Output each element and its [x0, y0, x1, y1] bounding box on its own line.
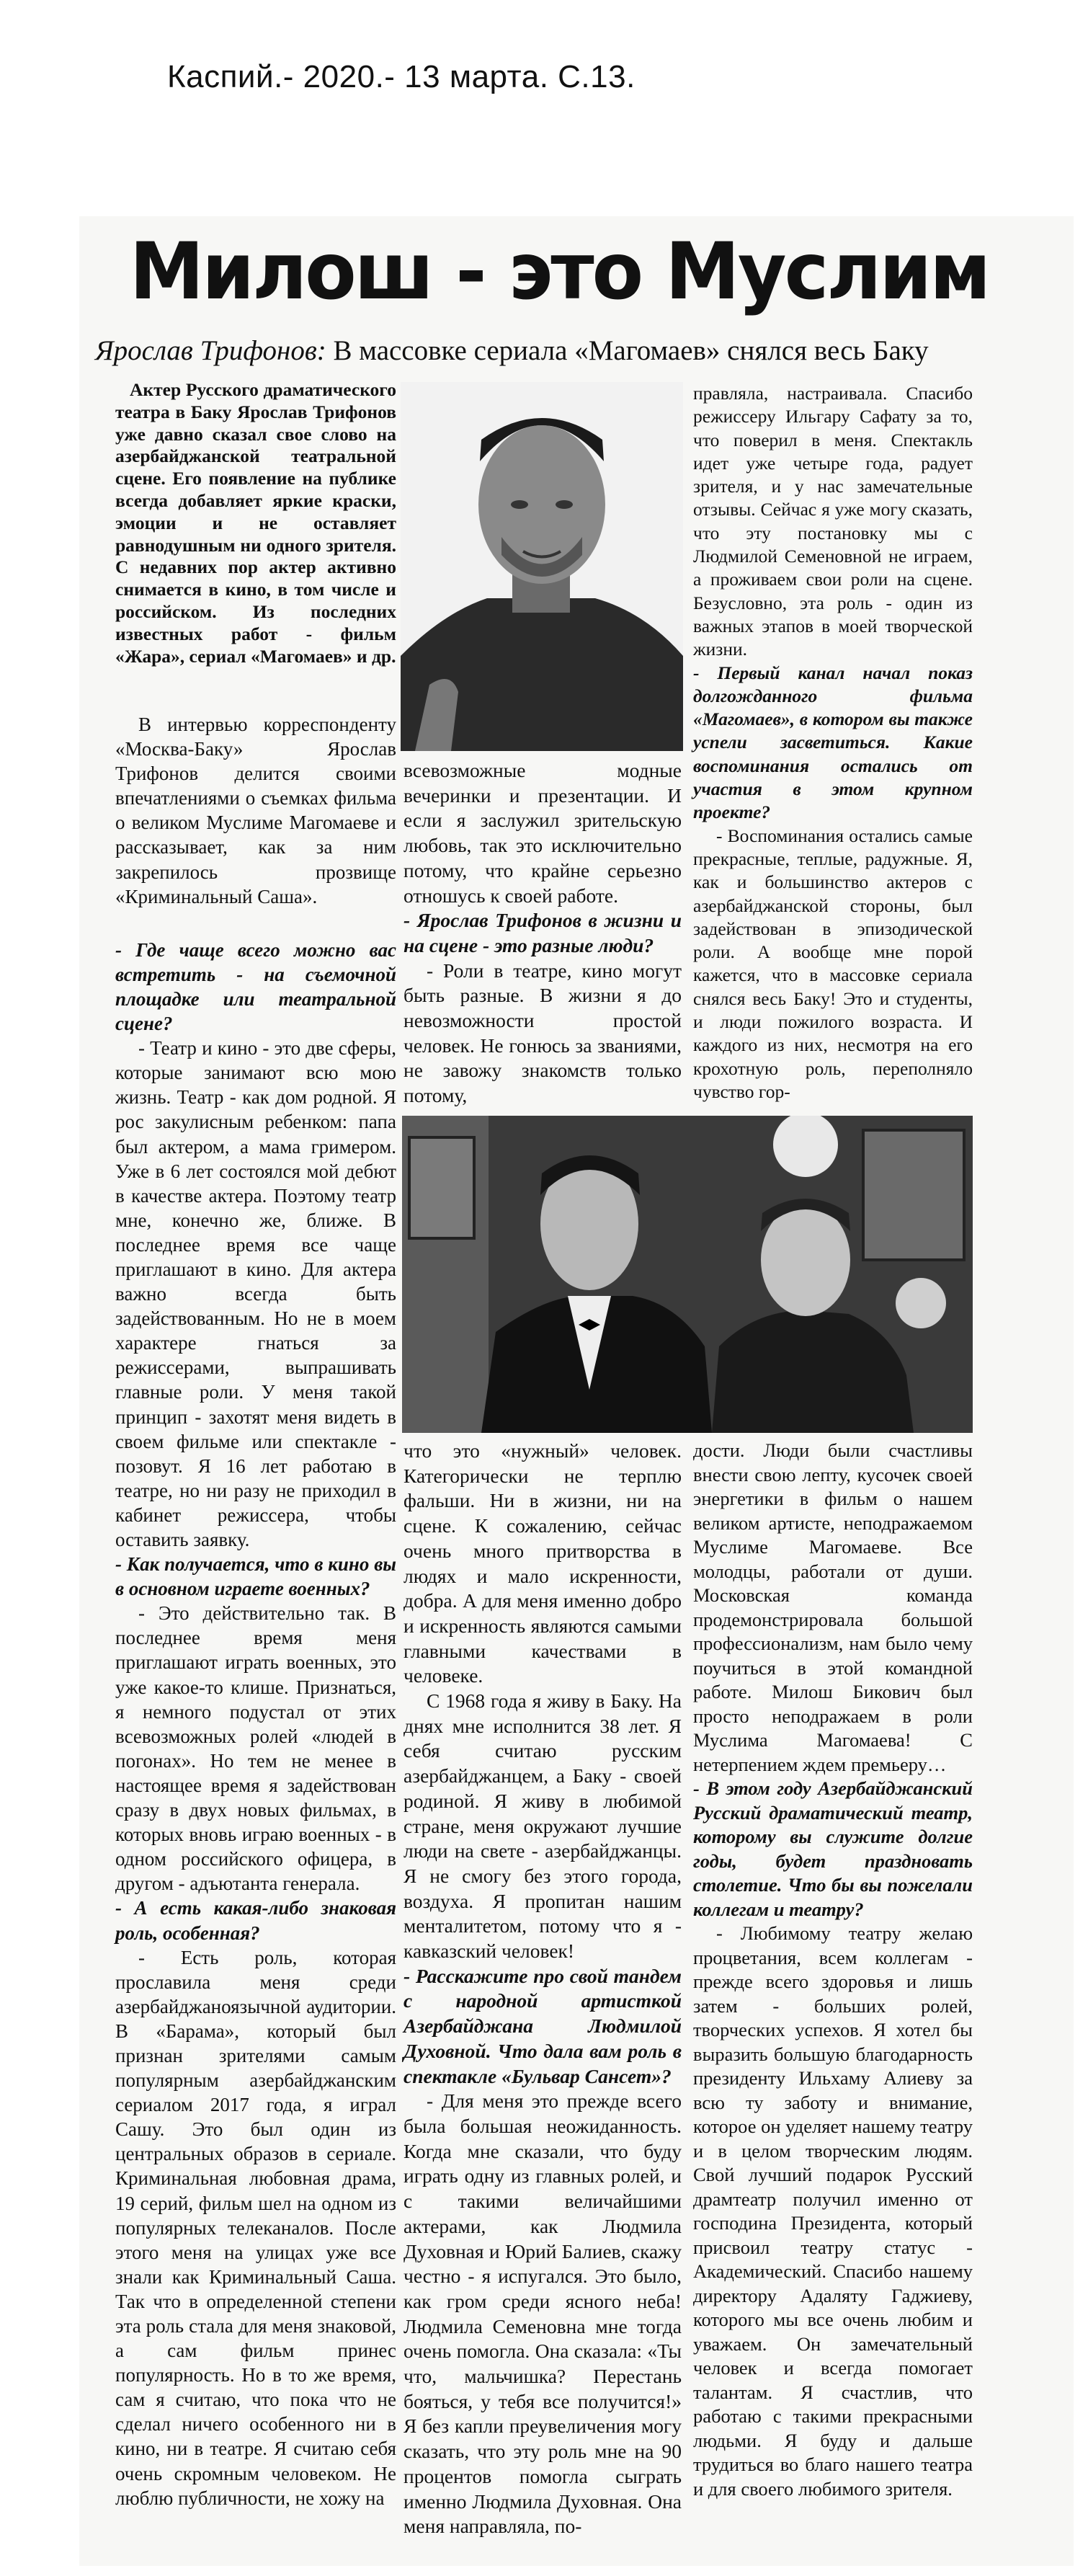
- subheadline-author: Ярослав Трифонов:: [95, 335, 326, 366]
- paragraph: - Воспоминания остались самые прекрасные, теплые, радужные. Я, как и большинство актеров с азербайджанской стороны, был задействован в эпизодической роли. А вообще мне порой кажется, что в массовке сериала снялся весь Баку! Это и студенты, и люди пожилого возраста. И каждого из них, несмотря на его крохотную роль, переполняло чувство гор-: [693, 825, 973, 1102]
- question: - Расскажите про свой тандем с народной артисткой Азербайджана Людмилой Духовной. Что дала вам роль в спектакле «Бульвар Сансет»?: [403, 1964, 682, 2087]
- paragraph: что это «нужный» человек. Категорически не терплю фальши. Ни в жизни, ни на сцене. К сожалению, сейчас очень много притворства в людях и мало искренности, добра. А для меня именно добро и искренность являются самыми главными качествами в человеке.: [403, 1439, 682, 1687]
- question: - А есть какая-либо знаковая роль, особенная?: [115, 1897, 396, 1944]
- paragraph: - Любимому театру желаю процветания, всем коллегам - прежде всего здоровья и лишь затем - больших ролей, творческих успехов. Я хотел бы выразить большую благодарность президенту Ильхаму Алиеву за всю ту заботу и внимание, которое он уделяет нашему театру и в целом творческим людям. Свой лучший подарок Русский драмтеатр получил именно от господина Президента, который присвоил театру статус - Академический. Спасибо нашему директору Адаляту Гаджиеву, которого мы все очень любим и уважаем. Он замечательный человек и всегда помогает талантам. Я счастлив, что работаю с такими прекрасными людьми. Я буду и дальше трудиться во благо нашего театра и для своего любимого зрителя.: [693, 1922, 973, 2500]
- paragraph: - Для меня это прежде всего была большая неожиданность. Когда мне сказали, что буду играть одну из главных ролей, и с такими величайшими актерами, как Людмила Духовная и Юрий Балиев, скажу честно - я испугался. Это было, как гром среди ясного неба! Людмила Семеновна мне тогда очень помогла. Она сказала: «Ты что, мальчишка? Перестань бояться, у тебя все получится!» Я без капли преувеличения могу сказать, что эту роль мне на 90 процентов помогла сыграть именно Людмила Духовная. Она меня направляла, по-: [403, 2089, 682, 2538]
- headline: Милош - это Муслим: [129, 224, 989, 318]
- column-2-bottom: [403, 1439, 682, 2539]
- source-citation: Каспий.- 2020.- 13 марта. С.13.: [167, 59, 636, 94]
- paragraph: - Есть роль, которая прославила меня среди азербайджаноязычной аудитории. В «Барама», который был признан зрителями самым популярным азербайджанским сериалом 2017 года, я играл Сашу. Это был один из центральных образов в сериале. Криминальная любовная драма, 19 серий, фильм шел на одном из популярных телеканалов. После этого меня на улицах уже все знали как Криминальный Саша. Так что в определенной степени эта роль стала для меня знаковой, а сам фильм принес популярность. Но в то же время, сам я считаю, что пока что не сделал ничего особенного ни в кино, ни в театре. Я считаю себя очень скромным человеком. Не люблю публичности, не хожу на: [115, 1946, 396, 2509]
- paragraph: всевозможные модные вечеринки и презентации. И если я заслужил зрительскую любовь, так это исключительно потому, что крайне серьезно отношусь к своей работе.: [403, 759, 682, 907]
- subheadline-quote: В массовке сериала «Магомаев» снялся весь Баку: [333, 335, 929, 366]
- group-photo: [402, 1116, 973, 1433]
- paragraph: дости. Люди были счастливы внести свою лепту, кусочек своей энергетики в фильм о нашем великом артисте, неподражаемом Муслиме Магомаеве. Все молодцы, работали от души. Московская команда продемонстрировала большой профессионализм, нам было чему поучиться в этой командной работе. Милош Бикович был просто неподражаем в роли Муслима Магомаева! С нетерпением ждем премьеру…: [693, 1439, 973, 1775]
- question: - Как получается, что в кино вы в основном играете военных?: [115, 1553, 396, 1600]
- paragraph: - Это действительно так. В последнее время меня приглашают играть военных, это уже какое-то клише. Признаться, я немного подустал от этих всевозможных ролей «людей в погонах». Но тем не менее в настоящее время я задействован сразу в двух новых фильмах, в которых вновь играю военных - в одном российского офицера, в другом - адъютанта генерала.: [115, 1602, 396, 1895]
- lead-paragraph: [115, 379, 396, 667]
- paragraph: С 1968 года я живу в Баку. На днях мне исполнится 38 лет. Я себя считаю русским азербайджанцем, а Баку - своей родиной. Я живу в любимой стране, меня окружают лучшие люди на свете - азербайджанцы. Я не смогу без этого города, воздуха. Я пропитан нашим менталитетом, потому что я - кавказский человек!: [403, 1689, 682, 1963]
- question: - Где чаще всего можно вас встретить - на съемочной площадке или театральной сцене?: [115, 938, 396, 1035]
- portrait-photo: [401, 382, 683, 751]
- question: - Ярослав Трифонов в жизни и на сцене - это разные люди?: [403, 909, 682, 956]
- paragraph: - Роли в театре, кино могут быть разные. В жизни я до невозможности простой человек. Не гонюсь за званиями, не завожу знакомств только потому,: [403, 959, 682, 1107]
- question: - Первый канал начал показ долгожданного фильма «Магомаев», в котором вы также успели засветиться. Какие воспоминания остались от участия в этом крупном проекте?: [693, 662, 973, 823]
- lead-text: Актер Русского драматического театра в Баку Ярослав Трифонов уже давно сказал свое слово на азербайджанской театральной сцене. Его появление на публике всегда добавляет яркие краски, эмоции и не оставляет равнодушным ни одного зрителя. С недавних пор актер активно снимается в кино, в том числе и российском. Из последних известных работ - фильм «Жара», сериал «Магомаев» и др.: [115, 379, 396, 667]
- paragraph: В интервью корреспонденту «Москва-Баку» Ярослав Трифонов делится своими впечатлениями о съемках фильма о великом Муслиме Магомаеве и рассказывает, как за ним закрепилось прозвище «Криминальный Саша».: [115, 714, 396, 907]
- paragraph: - Театр и кино - это две сферы, которые занимают всю мою жизнь. Театр - как дом родной. Я рос закулисным ребенком: папа был актером, а мама гримером. Уже в 6 лет состоялся мой дебют в качестве актера. Поэтому театр мне, конечно же, ближе. В последнее время все чаще приглашают в кино. Для актера важно всегда быть задействованным. Но не в моем характере гнаться за режиссерами, выпрашивать главные роли. У меня такой принцип - захотят меня видеть в своем фильме или спектакле - позовут. Я 16 лет работаю в театре, но ни разу не приходил в кабинет режиссера, чтобы оставить заявку.: [115, 1037, 396, 1550]
- column-3-top: [693, 382, 973, 1103]
- subheadline: [95, 334, 1061, 367]
- column-1: [115, 712, 396, 2510]
- column-3-bottom: [693, 1439, 973, 2501]
- column-2-top: [403, 758, 682, 1109]
- question: - В этом году Азербайджанский Русский драматический театр, которому вы служите долгие годы, будет праздновать столетие. Что бы вы пожелали коллегам и театру?: [693, 1777, 973, 1920]
- paragraph: правляла, настраивала. Спасибо режиссеру Ильгару Сафату за то, что поверил в меня. Спектакль идет уже четыре года, радует зрителя, и у нас замечательные отзывы. Сейчас я уже могу сказать, что эту постановку мы с Людмилой Семеновной не играем, а проживаем свои роли на сцене. Безусловно, эта роль - один из важных этапов в моей творческой жизни.: [693, 383, 973, 660]
